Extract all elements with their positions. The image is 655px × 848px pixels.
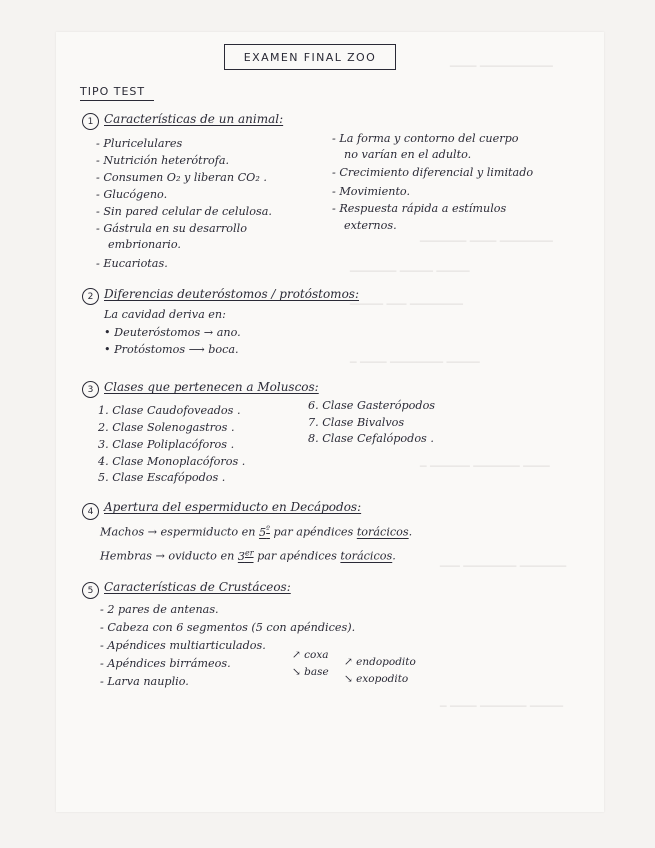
list-item: 3. Clase Poliplacóforos . (98, 438, 235, 451)
branch-exopodito: ↘ exopodito (344, 673, 409, 685)
list-item: - Apéndices multiarticulados. (100, 639, 266, 652)
list-item: 7. Clase Bivalvos (308, 416, 405, 429)
machos-ordinal-number: 5 (259, 525, 267, 539)
list-item: embrionario. (108, 238, 181, 251)
machos-text-mid: par apéndices (269, 525, 357, 539)
section-3-number: 3 (82, 381, 99, 398)
hembras-ordinal (238, 550, 254, 563)
list-item: externos. (344, 219, 397, 232)
hembras-toracicos: torácicos (340, 549, 393, 563)
machos-period: . (408, 525, 413, 539)
section-2-heading: Diferencias deuteróstomos / protóstomos: (104, 287, 359, 301)
list-item: - Pluricelulares (96, 137, 183, 150)
list-item: no varían en el adulto. (344, 148, 472, 161)
hembras-text-mid: par apéndices (253, 549, 341, 563)
bleed-through-writing: ──────── ──── ─────── (420, 235, 553, 248)
hembras-line (100, 546, 396, 564)
body-line: • Deuteróstomos → ano. (104, 326, 241, 339)
body-line: La cavidad deriva en: (104, 308, 226, 321)
list-item: 1. Clase Caudofoveados . (98, 404, 241, 417)
list-item: 4. Clase Monoplacóforos . (98, 455, 246, 468)
exam-title: EXAMEN FINAL ZOO (224, 44, 396, 70)
list-item: 2. Clase Solenogastros . (98, 421, 235, 434)
list-item: 8. Clase Cefalópodos . (308, 432, 434, 445)
bleed-through-writing: ───── ─────── ──── ─ (440, 700, 564, 713)
list-item: - Respuesta rápida a estímulos (332, 202, 507, 215)
section-2-number: 2 (82, 288, 99, 305)
machos-text: Machos → espermiducto en (100, 525, 260, 539)
machos-ordinal (259, 526, 270, 539)
section-5-heading: Características de Crustáceos: (104, 580, 291, 594)
list-item: - Larva nauplio. (100, 675, 189, 688)
list-item: - Nutrición heterótrofa. (96, 154, 230, 167)
machos-toracicos: torácicos (356, 525, 409, 539)
section-5-number: 5 (82, 582, 99, 599)
hembras-text: Hembras → oviducto en (100, 549, 238, 563)
branch-base: ↘ base (292, 666, 329, 678)
branch-coxa: ↗ coxa (292, 649, 329, 661)
bleed-through-writing: ─────── ──────── ─── (440, 560, 567, 573)
list-item: 5. Clase Escafópodos . (98, 471, 226, 484)
bleed-through-writing: ───── ──────── ──── ─ (350, 356, 480, 369)
bleed-through-writing: ──────── ─── ───── (350, 298, 463, 311)
list-item: - Gástrula en su desarrollo (96, 222, 247, 235)
section-4-heading: Apertura del espermiducto en Decápodos: (104, 500, 362, 514)
section-1-heading: Características de un animal: (104, 112, 284, 126)
section-label-tipo-test: TIPO TEST (80, 85, 154, 101)
list-item: - 2 pares de antenas. (100, 603, 219, 616)
section-4-number: 4 (82, 503, 99, 520)
list-item: - Sin pared celular de celulosa. (96, 205, 272, 218)
machos-ordinal-suffix: º (266, 524, 270, 533)
list-item: - Glucógeno. (96, 188, 168, 201)
list-item: - Crecimiento diferencial y limitado (332, 166, 534, 179)
hembras-ordinal-number: 3 (237, 549, 245, 563)
list-item: - La forma y contorno del cuerpo (332, 132, 519, 145)
list-item: - Cabeza con 6 segmentos (5 con apéndices). (100, 621, 356, 634)
list-item: 6. Clase Gasterópodos (308, 399, 436, 412)
list-item: - Movimiento. (332, 185, 411, 198)
section-1-number: 1 (82, 113, 99, 130)
bleed-through-writing: ──── ─────── ────── ─ (420, 460, 550, 473)
branch-endopodito: ↗ endopodito (344, 656, 416, 668)
list-item: - Consumen O₂ y liberan CO₂ . (96, 171, 267, 184)
list-item: - Eucariotas. (96, 257, 168, 270)
machos-line (100, 522, 412, 540)
hembras-ordinal-suffix: er (244, 548, 254, 557)
list-item: - Apéndices birrámeos. (100, 657, 231, 670)
bleed-through-writing: ─────────── ──── (450, 60, 553, 73)
body-line: • Protóstomos ⟶ boca. (104, 343, 239, 356)
bleed-through-writing: ───── ───── ─────── (350, 265, 470, 278)
hembras-period: . (392, 549, 396, 563)
section-3-heading: Clases que pertenecen a Moluscos: (104, 380, 319, 394)
